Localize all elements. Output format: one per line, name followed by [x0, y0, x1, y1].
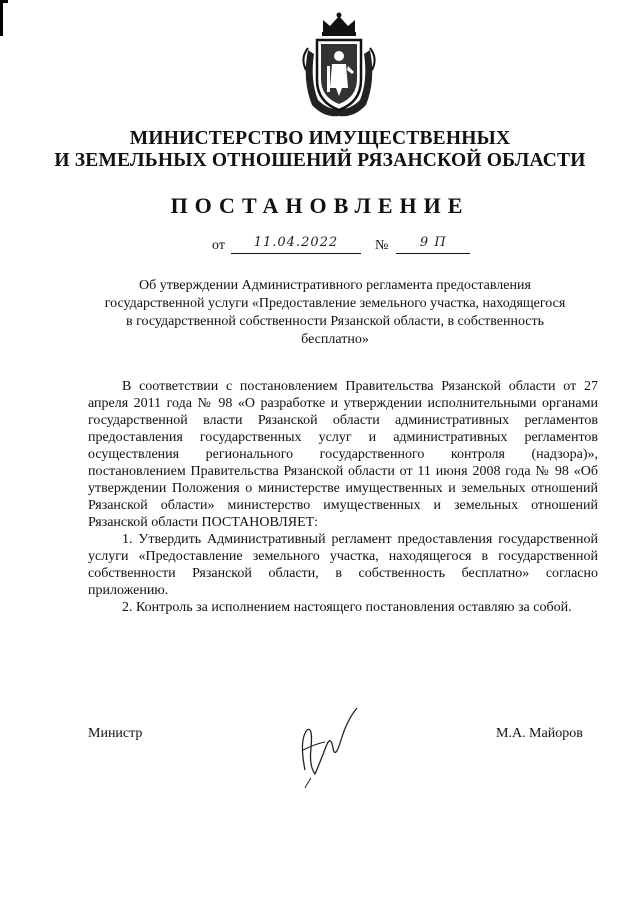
scan-corner-mark: [0, 0, 8, 36]
body-paragraph-3: 2. Контроль за исполнением настоящего постановления оставляю за собой.: [122, 600, 572, 615]
coat-of-arms-icon: [298, 10, 380, 120]
document-type-title: ПОСТАНОВЛЕНИЕ: [170, 193, 470, 218]
subject-line3: в государственной собственности Рязанской области, в собственность: [125, 314, 545, 329]
document-body: [88, 378, 598, 616]
number-label: №: [374, 238, 389, 253]
signer-name: М.А. Майоров: [496, 726, 583, 741]
signer-title: Министр: [88, 726, 143, 741]
date-from-label: от: [212, 238, 225, 253]
handwritten-signature: [285, 700, 375, 790]
document-subject: [70, 277, 600, 349]
ministry-name-line2: И ЗЕМЕЛЬНЫХ ОТНОШЕНИЙ РЯЗАНСКОЙ ОБЛАСТИ: [54, 150, 586, 171]
subject-line2: государственной услуги «Предоставление земельного участка, находящегося: [104, 296, 566, 311]
ministry-name: [0, 128, 640, 172]
date-value: 11.04.2022: [231, 235, 361, 254]
body-paragraph-1: В соответствии с постановлением Правительства Рязанской области от 27 апреля 2011 года № 98 «О разработке и утверждении исполнительными органами государственной власти Рязанской области административных регламентов предоставления государственных услуг и административных регламентов осуществления регионального государственного контроля (надзора)», постановлением Правительства Рязанской области от 11 июня 2008 года № 98 «Об утверждении Положения о министерстве имущественных и земельных отношений Рязанской области» министерство имущественных и земельных отношений Рязанской области ПОСТАНОВЛЯЕТ:: [88, 379, 598, 530]
body-paragraph-2: 1. Утвердить Административный регламент предоставления государственной услуги «Предоставление земельного участка, находящегося в государственной собственности Рязанской области, в собственность бесплатно» согласно приложению.: [88, 532, 598, 598]
subject-line4: бесплатно»: [301, 332, 369, 347]
date-number-line: [212, 235, 470, 254]
ministry-name-line1: МИНИСТЕРСТВО ИМУЩЕСТВЕННЫХ: [129, 128, 511, 149]
number-value: 9 П: [396, 235, 470, 254]
subject-line1: Об утверждении Административного регламента предоставления: [139, 278, 531, 293]
